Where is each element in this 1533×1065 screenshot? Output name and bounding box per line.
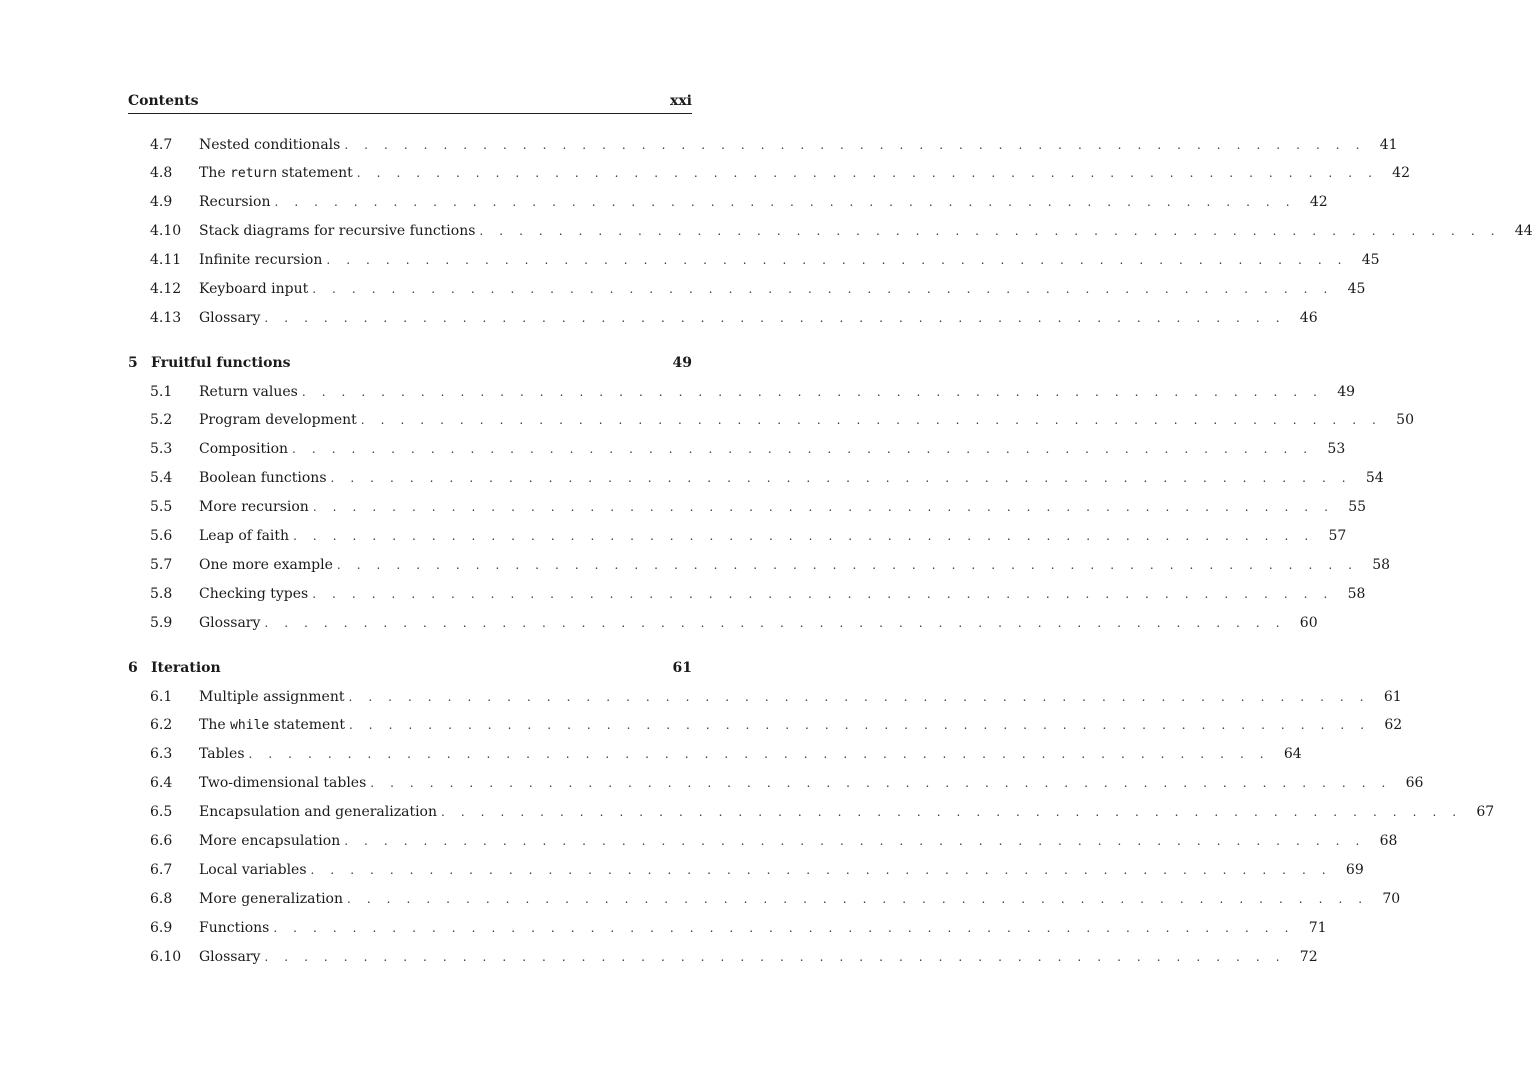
section-title: Glossary: [199, 614, 261, 631]
section-title: More generalization: [199, 890, 344, 907]
toc-entry[interactable]: [128, 188, 1328, 217]
page-number: 55: [1348, 499, 1367, 516]
section-number: 4.10: [150, 223, 182, 240]
section-title: One more example: [199, 556, 333, 573]
section-number: 5.5: [150, 499, 173, 516]
leader-dots: . . . . . . . . . . . . . . . . . . . . . . . . . . . . . . . . . . . . . . . . . . . . . . . . . . . .: [347, 891, 1369, 906]
section-number: 4.13: [150, 309, 182, 326]
section-number: 6.8: [150, 890, 173, 907]
toc-entry[interactable]: [128, 435, 1346, 464]
toc-entry[interactable]: [128, 711, 1403, 740]
section-title: Nested conditionals: [199, 136, 341, 153]
toc-entry[interactable]: [128, 884, 1401, 913]
leader-dots: . . . . . . . . . . . . . . . . . . . . . . . . . . . . . . . . . . . . . . . . . . . . . . . . . . . .: [479, 224, 1501, 239]
section-title: Functions: [199, 919, 270, 936]
page-number: 54: [1365, 470, 1384, 487]
section-number: 4.7: [150, 136, 173, 153]
toc-entry[interactable]: [128, 682, 1402, 711]
leader-dots: . . . . . . . . . . . . . . . . . . . . . . . . . . . . . . . . . . . . . . . . . . . . . . . . . . . .: [312, 586, 1334, 601]
header-title: Contents: [128, 93, 199, 109]
section-title: Tables: [199, 746, 245, 763]
section-number: 5.7: [150, 556, 173, 573]
section-number: 6.7: [150, 861, 173, 878]
section-title: Multiple assignment: [199, 688, 345, 705]
toc-entry[interactable]: [128, 217, 1533, 246]
toc-entry[interactable]: [128, 913, 1327, 942]
toc-entry[interactable]: [128, 942, 1318, 971]
toc-entry[interactable]: [128, 464, 1384, 493]
page-number: 71: [1308, 919, 1327, 936]
leader-dots: . . . . . . . . . . . . . . . . . . . . . . . . . . . . . . . . . . . . . . . . . . . . . . . . . . . .: [326, 253, 1348, 268]
page-number: 53: [1327, 441, 1346, 458]
chapter-heading[interactable]: [128, 653, 692, 682]
section-title-text: The: [199, 165, 231, 182]
section-title: [199, 717, 349, 733]
toc-entry[interactable]: [128, 855, 1364, 884]
toc-entry[interactable]: [128, 246, 1380, 275]
page-number: 62: [1384, 717, 1403, 734]
section-title: Return values: [199, 383, 298, 400]
leader-dots: . . . . . . . . . . . . . . . . . . . . . . . . . . . . . . . . . . . . . . . . . . . . . . . . . . . .: [360, 413, 1382, 428]
header-page-number: xxi: [669, 93, 692, 109]
section-title-text: statement: [277, 165, 353, 182]
running-header: [128, 93, 692, 114]
section-title: Two-dimensional tables: [199, 775, 367, 792]
section-number: 5.4: [150, 470, 173, 487]
toc-entry[interactable]: [128, 798, 1495, 827]
section-title: Glossary: [199, 948, 261, 965]
section-number: 5.2: [150, 412, 173, 429]
section-number: 4.12: [150, 281, 182, 297]
section-title: [199, 165, 357, 181]
leader-dots: . . . . . . . . . . . . . . . . . . . . . . . . . . . . . . . . . . . . . . . . . . . . . . . . . . . .: [264, 949, 1286, 964]
section-title: Infinite recursion: [199, 252, 323, 269]
section-title-text: The: [199, 717, 231, 734]
chapter-title: Fruitful functions: [151, 354, 291, 371]
page-number: 41: [1379, 136, 1398, 153]
page-number: 68: [1379, 833, 1398, 849]
section-title: Stack diagrams for recursive functions: [199, 223, 476, 240]
leader-dots: . . . . . . . . . . . . . . . . . . . . . . . . . . . . . . . . . . . . . . . . . . . . . . . . . . . .: [274, 195, 1296, 210]
toc-entry[interactable]: [128, 406, 1414, 435]
leader-dots: . . . . . . . . . . . . . . . . . . . . . . . . . . . . . . . . . . . . . . . . . . . . . . . . . . . .: [312, 500, 1335, 515]
page-number: 45: [1361, 252, 1380, 269]
toc-entry[interactable]: [128, 493, 1367, 522]
toc-entry[interactable]: [128, 550, 1391, 579]
leader-dots: . . . . . . . . . . . . . . . . . . . . . . . . . . . . . . . . . . . . . . . . . . . . . . . . . . . .: [301, 384, 1324, 399]
leader-dots: . . . . . . . . . . . . . . . . . . . . . . . . . . . . . . . . . . . . . . . . . . . . . . . . . . . .: [344, 834, 1366, 848]
page-number: 58: [1347, 585, 1366, 602]
toc-entry[interactable]: [128, 827, 1398, 856]
chapter-page-number: 61: [672, 659, 692, 676]
section-title: Leap of faith: [199, 528, 290, 544]
section-number: 4.9: [150, 194, 173, 211]
chapter-title: Iteration: [151, 659, 221, 676]
page-number: 60: [1299, 614, 1318, 631]
toc-entry[interactable]: [128, 608, 1318, 637]
chapter-page-number: 49: [672, 354, 692, 371]
page-number: 57: [1328, 528, 1347, 544]
leader-dots: . . . . . . . . . . . . . . . . . . . . . . . . . . . . . . . . . . . . . . . . . . . . . . . . . . . .: [330, 471, 1352, 486]
section-title: Keyboard input: [199, 281, 309, 297]
page-number: 50: [1396, 412, 1414, 429]
chapter-number: 6: [128, 659, 138, 676]
leader-dots: . . . . . . . . . . . . . . . . . . . . . . . . . . . . . . . . . . . . . . . . . . . . . . . . . . . .: [348, 689, 1370, 704]
leader-dots: . . . . . . . . . . . . . . . . . . . . . . . . . . . . . . . . . . . . . . . . . . . . . . . . . . . .: [264, 615, 1286, 630]
section-number: 6.3: [150, 746, 173, 763]
leader-dots: . . . . . . . . . . . . . . . . . . . . . . . . . . . . . . . . . . . . . . . . . . . . . . . . . . . .: [441, 805, 1463, 820]
section-number: 5.1: [150, 383, 173, 400]
toc-entry[interactable]: [128, 130, 1398, 159]
page-number: 66: [1405, 775, 1424, 792]
leader-dots: . . . . . . . . . . . . . . . . . . . . . . . . . . . . . . . . . . . . . . . . . . . . . . . . . . . .: [310, 862, 1332, 877]
page-number: 58: [1372, 556, 1391, 573]
toc-entry[interactable]: [128, 522, 1347, 551]
page-number: 72: [1299, 948, 1318, 965]
section-number: 6.1: [150, 688, 173, 705]
leader-dots: . . . . . . . . . . . . . . . . . . . . . . . . . . . . . . . . . . . . . . . . . . . . . . . . . . . .: [344, 137, 1366, 152]
section-title: Program development: [199, 412, 357, 429]
section-title: More recursion: [199, 499, 309, 516]
chapter-heading[interactable]: [128, 348, 692, 377]
section-title: Checking types: [199, 585, 309, 602]
toc-entry[interactable]: [128, 769, 1424, 798]
section-title: Encapsulation and generalization: [199, 804, 437, 821]
toc-entry[interactable]: [128, 303, 1318, 332]
section-number: 6.10: [150, 948, 182, 965]
section-number: 6.6: [150, 833, 173, 849]
leader-dots: . . . . . . . . . . . . . . . . . . . . . . . . . . . . . . . . . . . . . . . . . . . . . . . . . . . .: [348, 718, 1371, 733]
page-number: 42: [1392, 165, 1410, 182]
page-number: 69: [1345, 861, 1364, 878]
leader-dots: . . . . . . . . . . . . . . . . . . . . . . . . . . . . . . . . . . . . . . . . . . . . . . . . . . . .: [312, 282, 1334, 296]
page-number: 61: [1383, 688, 1402, 705]
section-title-code: return: [230, 166, 278, 182]
section-number: 6.4: [150, 775, 173, 792]
page-number: 64: [1283, 746, 1302, 763]
chapter-number: 5: [128, 354, 138, 371]
section-title: Boolean functions: [199, 470, 327, 487]
page-number: 70: [1382, 890, 1401, 907]
page-number: 42: [1309, 194, 1328, 211]
section-number: 6.2: [150, 717, 173, 734]
leader-dots: . . . . . . . . . . . . . . . . . . . . . . . . . . . . . . . . . . . . . . . . . . . . . . . . . . . .: [293, 529, 1315, 543]
page-number: 45: [1347, 281, 1366, 297]
section-number: 5.9: [150, 614, 173, 631]
section-number: 5.3: [150, 441, 173, 458]
leader-dots: . . . . . . . . . . . . . . . . . . . . . . . . . . . . . . . . . . . . . . . . . . . . . . . . . . . .: [273, 920, 1295, 935]
section-title: Glossary: [199, 309, 261, 326]
leader-dots: . . . . . . . . . . . . . . . . . . . . . . . . . . . . . . . . . . . . . . . . . . . . . . . . . . . .: [370, 776, 1392, 791]
section-number: 6.5: [150, 804, 173, 821]
leader-dots: . . . . . . . . . . . . . . . . . . . . . . . . . . . . . . . . . . . . . . . . . . . . . . . . . . . .: [292, 442, 1314, 457]
leader-dots: . . . . . . . . . . . . . . . . . . . . . . . . . . . . . . . . . . . . . . . . . . . . . . . . . . . .: [264, 310, 1286, 325]
leader-dots: . . . . . . . . . . . . . . . . . . . . . . . . . . . . . . . . . . . . . . . . . . . . . . . . . . . .: [248, 747, 1270, 762]
section-title: Recursion: [199, 194, 271, 211]
toc-entry[interactable]: [128, 740, 1302, 769]
toc-entry[interactable]: [128, 275, 1366, 304]
section-title-text: statement: [269, 717, 345, 734]
toc-entry[interactable]: [128, 579, 1366, 608]
section-title: More encapsulation: [199, 833, 341, 849]
page-number: 49: [1337, 383, 1356, 400]
section-number: 4.11: [150, 252, 182, 269]
leader-dots: . . . . . . . . . . . . . . . . . . . . . . . . . . . . . . . . . . . . . . . . . . . . . . . . . . . .: [336, 557, 1359, 572]
section-number: 5.6: [150, 528, 173, 544]
toc-entry[interactable]: [128, 377, 1356, 406]
section-title: Local variables: [199, 861, 307, 878]
section-number: 4.8: [150, 165, 173, 182]
page-number: 46: [1299, 309, 1318, 326]
toc-entry[interactable]: [128, 159, 1410, 188]
section-title-code: while: [230, 718, 270, 734]
section-number: 5.8: [150, 585, 173, 602]
page-number: 67: [1476, 804, 1495, 821]
section-number: 6.9: [150, 919, 173, 936]
leader-dots: . . . . . . . . . . . . . . . . . . . . . . . . . . . . . . . . . . . . . . . . . . . . . . . . . . . .: [356, 166, 1378, 181]
section-title: Composition: [199, 441, 289, 458]
page-number: 44: [1514, 223, 1533, 240]
